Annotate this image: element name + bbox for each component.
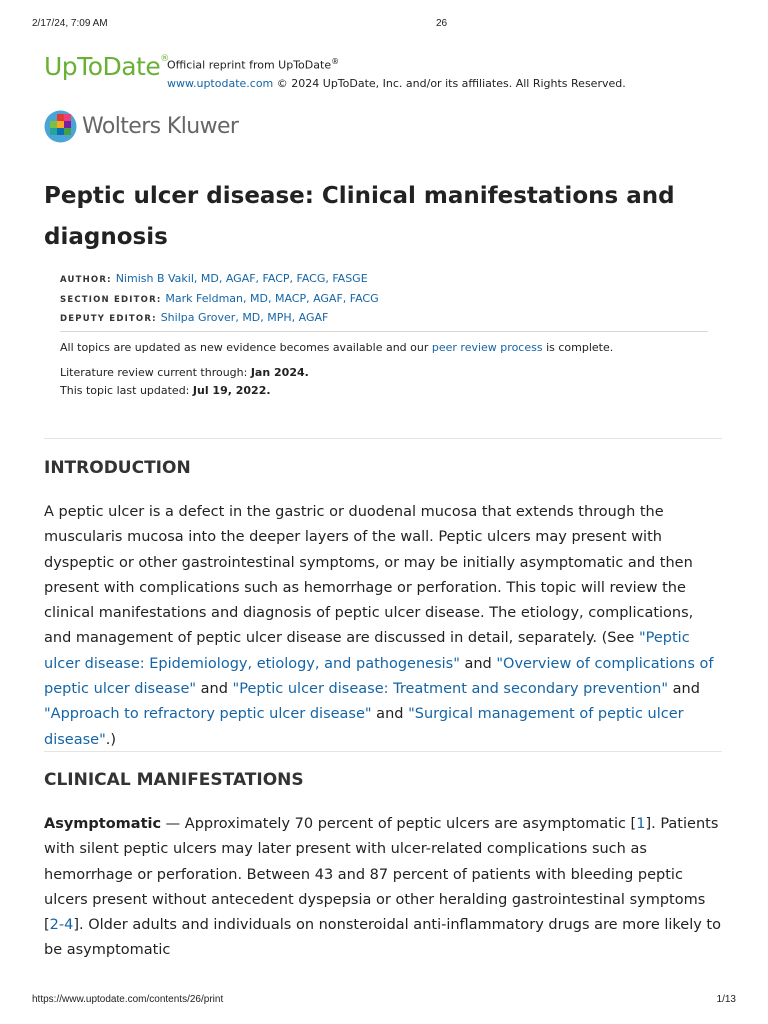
asymptomatic-paragraph: Asymptomatic — Approximately 70 percent of peptic ulcers are asymptomatic [1]. Patients with silent peptic ulcers may later present with ulcer-related complications such as hemorrhage or perforation. Between 43 and 87 percent of patients with bleeding peptic ulcers present without antecedent dyspepsia or other heralding gastrointestinal symptoms [2-4]. Older adults and individuals on nonsteroidal anti-inflammatory drugs are more likely to be asymptomatic — [44, 816, 721, 959]
deputy-editor-label: DEPUTY EDITOR: — [60, 314, 157, 324]
link-refractory[interactable]: "Approach to refractory peptic ulcer disease" — [44, 706, 372, 723]
section-divider — [44, 438, 722, 439]
section-divider — [44, 751, 722, 752]
article-credits — [60, 270, 379, 329]
uptodate-logo: UpToDate® — [44, 52, 169, 81]
print-url: https://www.uptodate.com/contents/26/print — [32, 994, 224, 1005]
asymptomatic-lead: Asymptomatic — [44, 816, 162, 832]
link-treatment[interactable]: "Peptic ulcer disease: Treatment and secondary prevention" — [232, 681, 669, 698]
print-datetime: 2/17/24, 7:09 AM — [32, 18, 108, 29]
introduction-heading: INTRODUCTION — [44, 458, 191, 478]
link-surgical[interactable]: "Surgical management of peptic ulcer disease" — [44, 706, 684, 748]
reference-link[interactable]: 1 — [636, 816, 646, 832]
page-title: Peptic ulcer disease: Clinical manifestations and diagnosis — [44, 183, 675, 250]
author-link[interactable]: Nimish B Vakil, MD, AGAF, FACP, FACG, FASGE — [115, 272, 368, 285]
section-editor-label: SECTION EDITOR: — [60, 294, 162, 305]
clinical-manifestations-heading: CLINICAL MANIFESTATIONS — [44, 770, 304, 790]
reprint-line: Official reprint from UpToDate — [167, 58, 332, 72]
introduction-paragraph: A peptic ulcer is a defect in the gastric or duodenal mucosa that extends through the muscularis mucosa into the deeper layers of the wall. Peptic ulcers may present with dyspeptic or other gastrointestinal symptoms, or may be initially asymptomatic and then present with complications such as hemorrhage or perforation. This topic will review the clinical manifestations and diagnosis of peptic ulcer disease. The etiology, complications, and management of peptic ulcer disease are discussed in detail, separately. (See "Peptic ulcer disease: Epidemiology, etiology, and pathogenesis" and "Overview of complications of peptic ulcer disease" and "Peptic ulcer disease: Treatment and secondary prevention" and "Approach to refractory peptic ulcer disease" and "Surgical management of peptic ulcer disease".) — [44, 504, 714, 748]
copyright-text: © 2024 UpToDate, Inc. and/or its affiliates. All Rights Reserved. — [273, 76, 626, 90]
updated-label: This topic last updated: — [60, 384, 193, 397]
wolters-kluwer-wordmark: Wolters Kluwer — [82, 114, 239, 139]
lit-review-label: Literature review current through: — [60, 366, 251, 379]
updated-date: Jul 19, 2022. — [192, 384, 271, 397]
review-dates — [60, 364, 309, 400]
update-notice: All topics are updated as new evidence becomes available and our peer review process is complete. — [60, 341, 614, 354]
link-pud-epidemiology[interactable]: "Peptic ulcer disease: Epidemiology, etiology, and pathogenesis" — [44, 630, 690, 672]
wolters-kluwer-icon — [44, 110, 77, 143]
author-label: AUTHOR: — [60, 275, 112, 285]
reference-link[interactable]: 2-4 — [49, 917, 74, 934]
page-number: 1/13 — [716, 994, 736, 1005]
link-complications[interactable]: "Overview of complications of peptic ulcer disease" — [44, 655, 714, 698]
deputy-editor-link[interactable]: Shilpa Grover, MD, MPH, AGAF — [160, 311, 329, 324]
credits-divider — [60, 331, 708, 332]
reprint-notice: Official reprint from UpToDate® www.uptodate.com © 2024 UpToDate, Inc. and/or its affiliates. All Rights Reserved. — [167, 57, 626, 90]
peer-review-link[interactable]: peer review process — [431, 341, 543, 354]
uptodate-site-link[interactable]: www.uptodate.com — [167, 76, 274, 90]
lit-review-date: Jan 2024. — [250, 366, 309, 379]
print-page-id: 26 — [436, 18, 448, 29]
section-editor-link[interactable]: Mark Feldman, MD, MACP, AGAF, FACG — [165, 291, 379, 305]
